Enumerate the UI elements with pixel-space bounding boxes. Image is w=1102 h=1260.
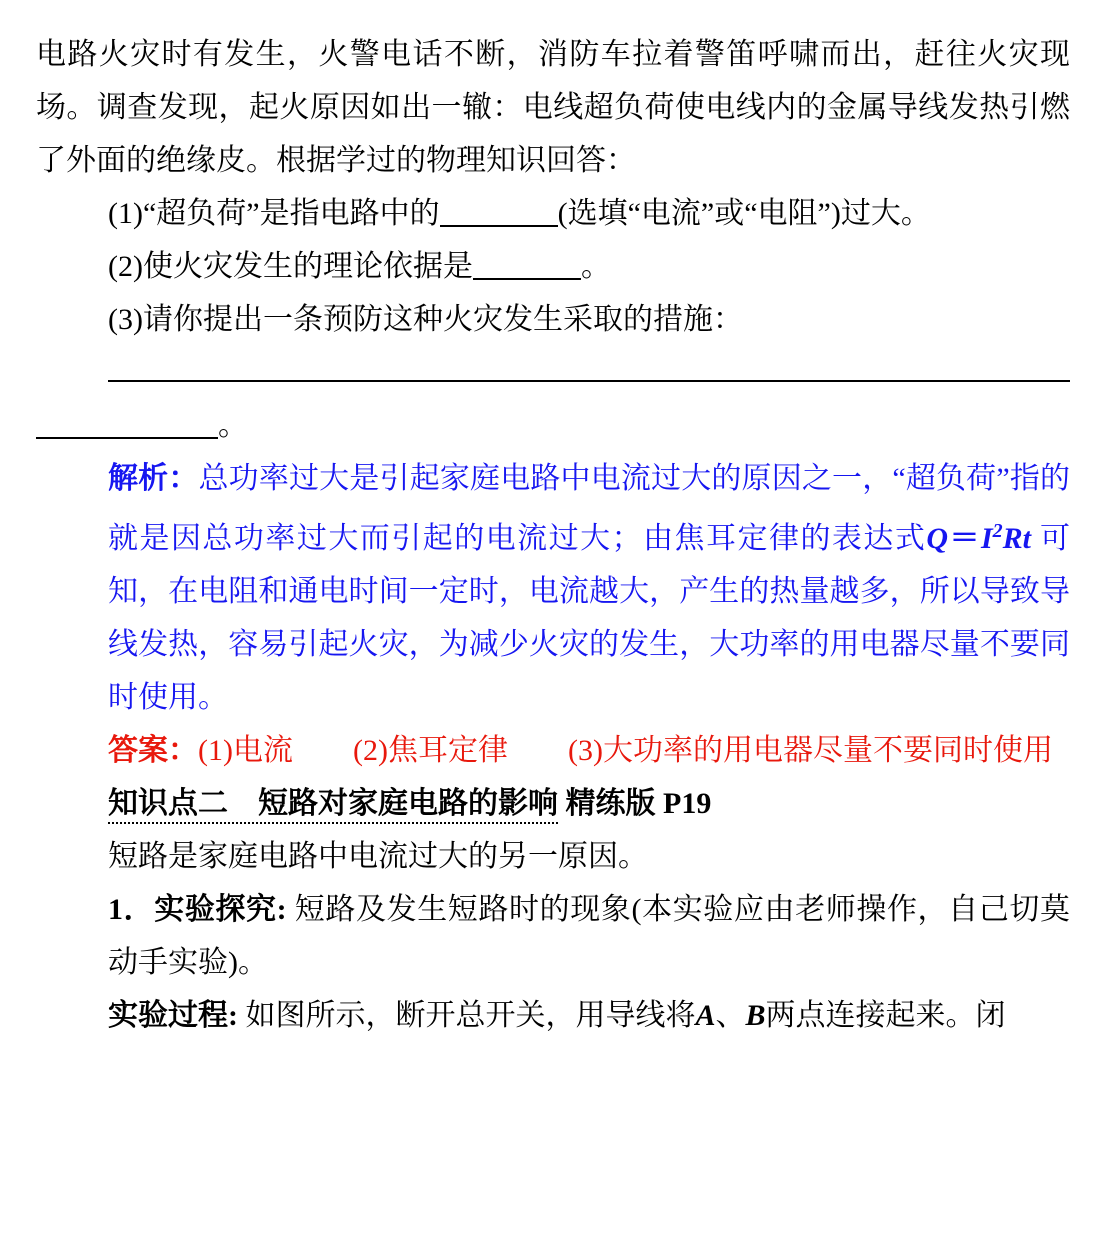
- point-a: A: [695, 999, 716, 1032]
- answer-item-3: (3)大功率的用电器尽量不要同时使用: [567, 734, 1053, 767]
- answer-rule-short: [36, 411, 218, 439]
- experiment-inquiry: [36, 883, 1070, 989]
- question-1-prefix: (1)“超负荷”是指电路中的: [108, 197, 440, 230]
- question-2-prefix: (2)使火灾发生的理论依据是: [108, 250, 473, 283]
- procedure-separator: 、: [715, 999, 746, 1032]
- formula-exponent: 2: [992, 520, 1003, 542]
- question-3-answer-line-1[interactable]: [36, 346, 1070, 399]
- experiment-number: 1．: [108, 893, 155, 926]
- point-b: B: [745, 999, 766, 1032]
- answer-paragraph: [36, 724, 1070, 777]
- question-2-blank[interactable]: [473, 252, 581, 280]
- question-1-blank[interactable]: [440, 199, 558, 227]
- question-3: (3)请你提出一条预防这种火灾发生采取的措施：: [108, 303, 743, 336]
- analysis-label: 解析：: [108, 462, 199, 495]
- analysis-text-part1: 总功率过大是引起家庭电路中电流过大的原因之一，“超负荷”指的就是因总功率过大而引起的电流过大；由焦耳定律的表达式: [108, 462, 1071, 555]
- formula-rt: Rt: [1002, 522, 1032, 555]
- knowledge-point-heading: [36, 777, 1070, 830]
- answer-line-tail: 。: [218, 409, 248, 442]
- procedure-text-b: 两点连接起来。闭: [765, 999, 1006, 1032]
- experiment-procedure: [36, 989, 1070, 1042]
- knowledge-point-title: 知识点二 短路对家庭电路的影响: [108, 787, 558, 824]
- answer-label: 答案：: [108, 734, 198, 767]
- formula-i: I: [980, 522, 993, 555]
- joule-law-formula: [926, 522, 1031, 555]
- analysis-paragraph: [36, 452, 1070, 724]
- page-content: [36, 28, 1070, 1042]
- answer-rule-long: [108, 380, 1070, 382]
- question-1: [36, 187, 1070, 240]
- formula-equals: ＝: [948, 522, 981, 555]
- answer-item-1: (1)电流: [198, 734, 293, 767]
- intro-paragraph: 电路火灾时有发生，火警电话不断，消防车拉着警笛呼啸而出，赶往火灾现场。调查发现，起火原因如出一辙：电线超负荷使电线内的金属导线发热引燃了外面的绝缘皮。根据学过的物理知识回答：: [36, 38, 1070, 177]
- formula-q: Q: [926, 522, 949, 555]
- knowledge-point-description: 短路是家庭电路中电流过大的另一原因。: [108, 840, 648, 873]
- experiment-text: 短路及发生短路时的现象(本实验应由老师操作，自己切莫动手实验)。: [108, 893, 1070, 979]
- knowledge-point-reference: 精练版 P19: [565, 787, 712, 820]
- question-1-suffix: (选填“电流”或“电阻”)过大。: [557, 197, 931, 230]
- experiment-label: 实验探究:: [154, 893, 287, 926]
- question-2: [36, 240, 1070, 293]
- procedure-label: 实验过程:: [108, 999, 238, 1032]
- question-3-answer-line-2[interactable]: [36, 399, 1070, 452]
- question-2-suffix: 。: [580, 250, 611, 283]
- analysis-text-part2: 可知，在电阻和通电时间一定时，电流越大，产生的热量越多，所以导致导线发热，容易引起火灾，为减少火灾的发生，大功率的用电器尽量不要同时使用。: [108, 522, 1071, 714]
- procedure-text-a: 如图所示，断开总开关，用导线将: [245, 999, 696, 1032]
- answer-item-2: (2)焦耳定律: [352, 734, 508, 767]
